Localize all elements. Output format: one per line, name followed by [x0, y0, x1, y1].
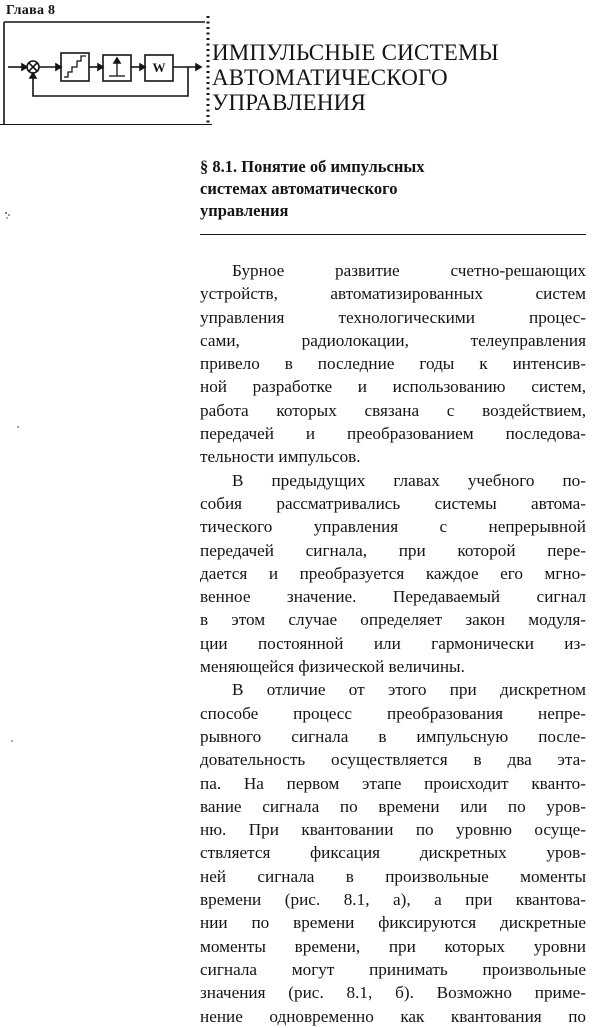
text-line: ней сигнала в произвольные моменты [200, 866, 586, 886]
text-line: сами, радиолокации, телеуправления [200, 330, 586, 350]
staircase-icon [64, 56, 86, 77]
text-line: управления технологическими процес- [200, 307, 586, 327]
text-line: довательность осуществляется в два эта- [200, 750, 586, 770]
text-line: способе процесс преобразования непре- [200, 703, 586, 723]
section-heading [200, 156, 590, 222]
text-line: работа которых связана с воздействием, [200, 400, 586, 420]
text-line: Бурное развитие счетно-решающих [232, 261, 586, 280]
text-line: меняющейся физической величины. [200, 657, 465, 677]
scan-specks [0, 0, 40, 969]
chapter-title-line: УПРАВЛЕНИЯ [212, 90, 367, 115]
text-line: В предыдущих главах учебного по- [232, 470, 586, 490]
text-line: передачей и преобразованием последова- [200, 424, 586, 444]
text-line: сигнала могут принимать произвольные [200, 959, 586, 979]
chapter-title-line: ИМПУЛЬСНЫЕ СИСТЕМЫ [212, 40, 499, 65]
text-line: времени (рис. 8.1, а), а при квантова- [200, 890, 586, 910]
text-line: собия рассматривались системы автома- [200, 493, 586, 513]
section-heading-line: системах автоматического [200, 179, 398, 198]
text-line: в этом случае определяет закон модуля- [200, 610, 586, 630]
text-line: тического управления с непрерывной [200, 517, 586, 537]
chapter-title-line: АВТОМАТИЧЕСКОГО [212, 65, 448, 90]
text-line: ню. При квантовании по уровню осуще- [200, 820, 586, 840]
body-text [200, 259, 586, 1028]
text-line: тельности импульсов. [200, 447, 361, 467]
text-line: устройств, автоматизированных систем [200, 284, 586, 304]
text-line: привело в последние годы к интенсив- [200, 354, 586, 374]
section-rule [200, 234, 586, 235]
output-arrowhead [196, 64, 201, 70]
section-heading-line: § 8.1. Понятие об импульсных [200, 157, 425, 176]
text-line: В отличие от этого при дискретном [232, 680, 586, 700]
chapter-title [212, 40, 499, 115]
text-line: передачей сигнала, при которой пере- [200, 540, 586, 560]
text-line: рывного сигнала в импульсную после- [200, 726, 586, 746]
text-line: дается и преобразуется каждое его мгно- [200, 563, 586, 583]
text-line: па. На первом этапе происходит кванто- [200, 773, 586, 793]
text-line: значения (рис. 8.1, б). Возможно приме- [200, 983, 586, 1003]
text-line: ствляется фиксация дискретных уров- [200, 843, 586, 863]
text-line: моменты времени, при которых уровни [200, 936, 586, 956]
chapter-label: Глава 8 [6, 3, 56, 18]
text-line: нение одновременно как квантования по [200, 1006, 586, 1026]
text-line: венное значение. Передаваемый сигнал [200, 587, 586, 607]
pulse-arrow-icon [114, 58, 120, 63]
text-line: ной разработке и использованию систем, [200, 377, 586, 397]
text-line: вание сигнала по времени или по уров- [200, 796, 586, 816]
text-line: ции постоянной или гармонически из- [200, 633, 586, 653]
section-heading-line: управления [200, 201, 289, 220]
diagram-block-w-label: W [152, 60, 166, 75]
text-line: нии по времени фиксируются дискретные [200, 913, 586, 933]
